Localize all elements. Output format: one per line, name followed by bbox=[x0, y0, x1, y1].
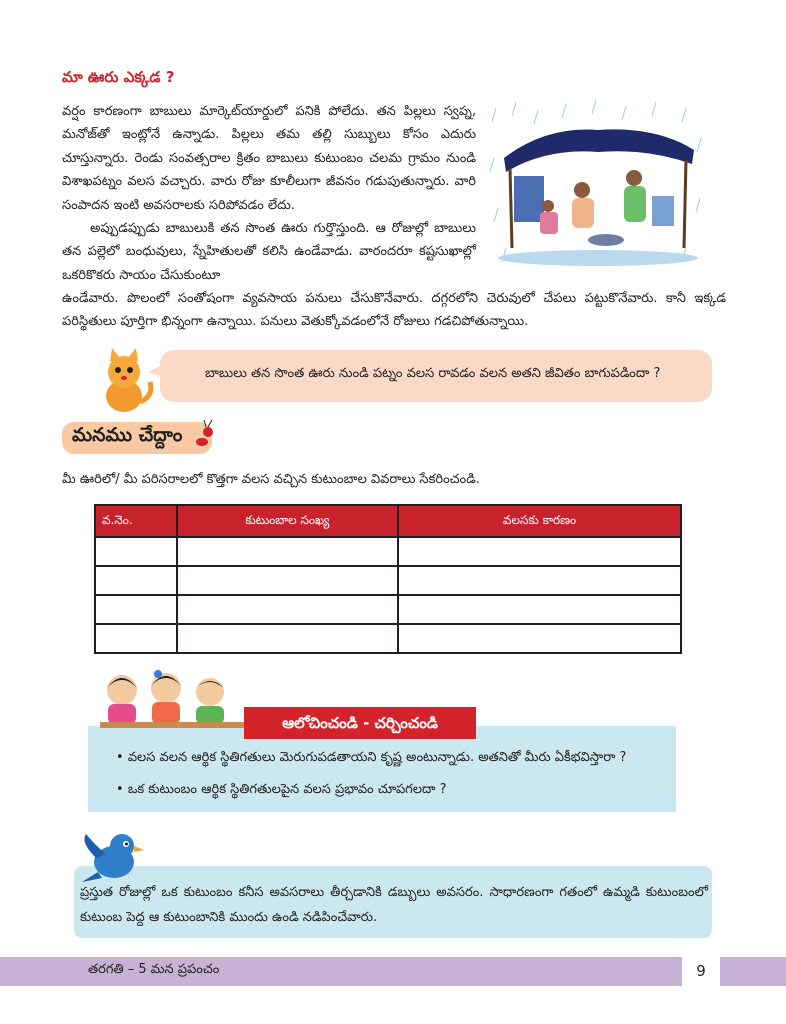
table-cell[interactable] bbox=[398, 624, 681, 653]
table-cell[interactable] bbox=[177, 566, 398, 595]
table-cell[interactable] bbox=[398, 566, 681, 595]
story-paragraph-top bbox=[62, 100, 476, 287]
info-text: ప్రస్తుత రోజుల్లో ఒక కుటుంబం కనీస అవసరాలు తీర్చడానికి డబ్బులు అవసరం. సాధారణంగా గతంలో ఉమ్మడి కుటుంబంలో కుటుంబ పెద్ద ఆ కుటుంబానికి ముందు ఉండి నడిపించేవారు. bbox=[80, 885, 708, 925]
discussion-bullet-2: • ఒక కుటుంబం ఆర్థిక స్థితిగతులపైన వలస ప్రభావం చూపగలదా ? bbox=[116, 782, 447, 797]
footer-title: తరగతి – 5 మన ప్రపంచం bbox=[88, 962, 220, 977]
table-row bbox=[95, 595, 681, 624]
story-para2-start: అప్పుడప్పుడు బాబులుకి తన సొంత ఊరు గుర్తొస్తుంది. ఆ రోజుల్లో బాబులు తన పల్లెలో బంధువులు, స్నేహితులతో కలిసి ఉండేవాడు. వారందరూ కష్టసుఖాల్లో ఒకరికొకరు సాయం చేసుకుంటూ bbox=[62, 221, 476, 283]
table-cell[interactable] bbox=[398, 537, 681, 566]
discussion-title: ఆలోచించండి - చర్చించండి bbox=[244, 707, 476, 739]
story-para2-end: ఉండేవారు. పొలంలో సంతోషంగా వ్యవసాయ పనులు చేసుకొనేవారు. దగ్గరలోని చెరువులో చేపలు పట్టుకొనేవారు. కానీ ఇక్కడ పరిస్థితులు పూర్తిగా భిన్నంగా ఉన్నాయి. పనులు వెతుక్కోవడంలోనే రోజులు గడచిపోతున్నాయి. bbox=[62, 291, 726, 330]
story-paragraph-bottom bbox=[62, 287, 726, 334]
discussion-bullet-1: • వలస వలన ఆర్థిక స్థితిగతులు మెరుగుపడతాయని కృష్ణ అంటున్నాడు. అతనితో మీరు ఏకీభవిస్తారా ? bbox=[116, 750, 627, 765]
table-cell[interactable] bbox=[177, 537, 398, 566]
section-heading: మా ఊరు ఎక్కడ ? bbox=[62, 68, 175, 86]
migration-table bbox=[94, 504, 682, 654]
story-para1: వర్షం కారణంగా బాబులు మార్కెట్‌యార్డులో పనికి పోలేదు. తన పిల్లలు స్వప్న, మనోజ్‌తో ఇంట్లోనే ఉన్నాడు. పిల్లలు తమ తల్లి సుబ్బులు కోసం ఎదురు చూస్తున్నారు. రెండు సంవత్సరాల క్రితం బాబులు కుటుంబం చలమ గ్రామం నుండి విశాఖపట్నం వలస వచ్చారు. వారు రోజు కూలీలుగా జీవనం గడుపుతున్నారు. వారి సంపాదన ఇంటి అవసరాలకు సరిపోవడం లేదు. bbox=[62, 104, 476, 213]
table-cell[interactable] bbox=[95, 595, 177, 624]
table-cell[interactable] bbox=[177, 624, 398, 653]
table-cell[interactable] bbox=[177, 595, 398, 624]
activity-instruction: మీ ఊరిలో/ మీ పరిసరాలలో కొత్తగా వలస వచ్చిన కుటుంబాల వివరాలు సేకరించండి. bbox=[62, 472, 480, 487]
table-cell[interactable] bbox=[398, 595, 681, 624]
col-families-header: కుటుంబాల సంఖ్య bbox=[177, 505, 398, 537]
table-row bbox=[95, 537, 681, 566]
table-row bbox=[95, 566, 681, 595]
table-header-row bbox=[95, 505, 681, 537]
table-row bbox=[95, 624, 681, 653]
table-cell[interactable] bbox=[95, 537, 177, 566]
table-cell[interactable] bbox=[95, 566, 177, 595]
cat-icon bbox=[94, 346, 156, 416]
col-serial-header: వ.నెం. bbox=[95, 505, 177, 537]
page-number: 9 bbox=[682, 957, 720, 986]
rain-market-illustration bbox=[486, 98, 710, 270]
bullet-text: ఒక కుటుంబం ఆర్థిక స్థితిగతులపైన వలస ప్రభావం చూపగలదా ? bbox=[127, 782, 447, 797]
col-reason-header: వలసకు కారణం bbox=[398, 505, 681, 537]
question-text: బాబులు తన సొంత ఊరు నుండి పట్నం వలస రావడం వలన అతని జీవితం బాగుపడిందా ? bbox=[205, 366, 661, 381]
activity-badge-label: మనము చేద్దాం bbox=[72, 424, 183, 446]
table-cell[interactable] bbox=[95, 624, 177, 653]
children-illustration bbox=[100, 668, 244, 728]
bullet-text: వలస వలన ఆర్థిక స్థితిగతులు మెరుగుపడతాయని కృష్ణ అంటున్నాడు. అతనితో మీరు ఏకీభవిస్తారా ? bbox=[127, 750, 627, 765]
bird-icon bbox=[78, 828, 146, 886]
